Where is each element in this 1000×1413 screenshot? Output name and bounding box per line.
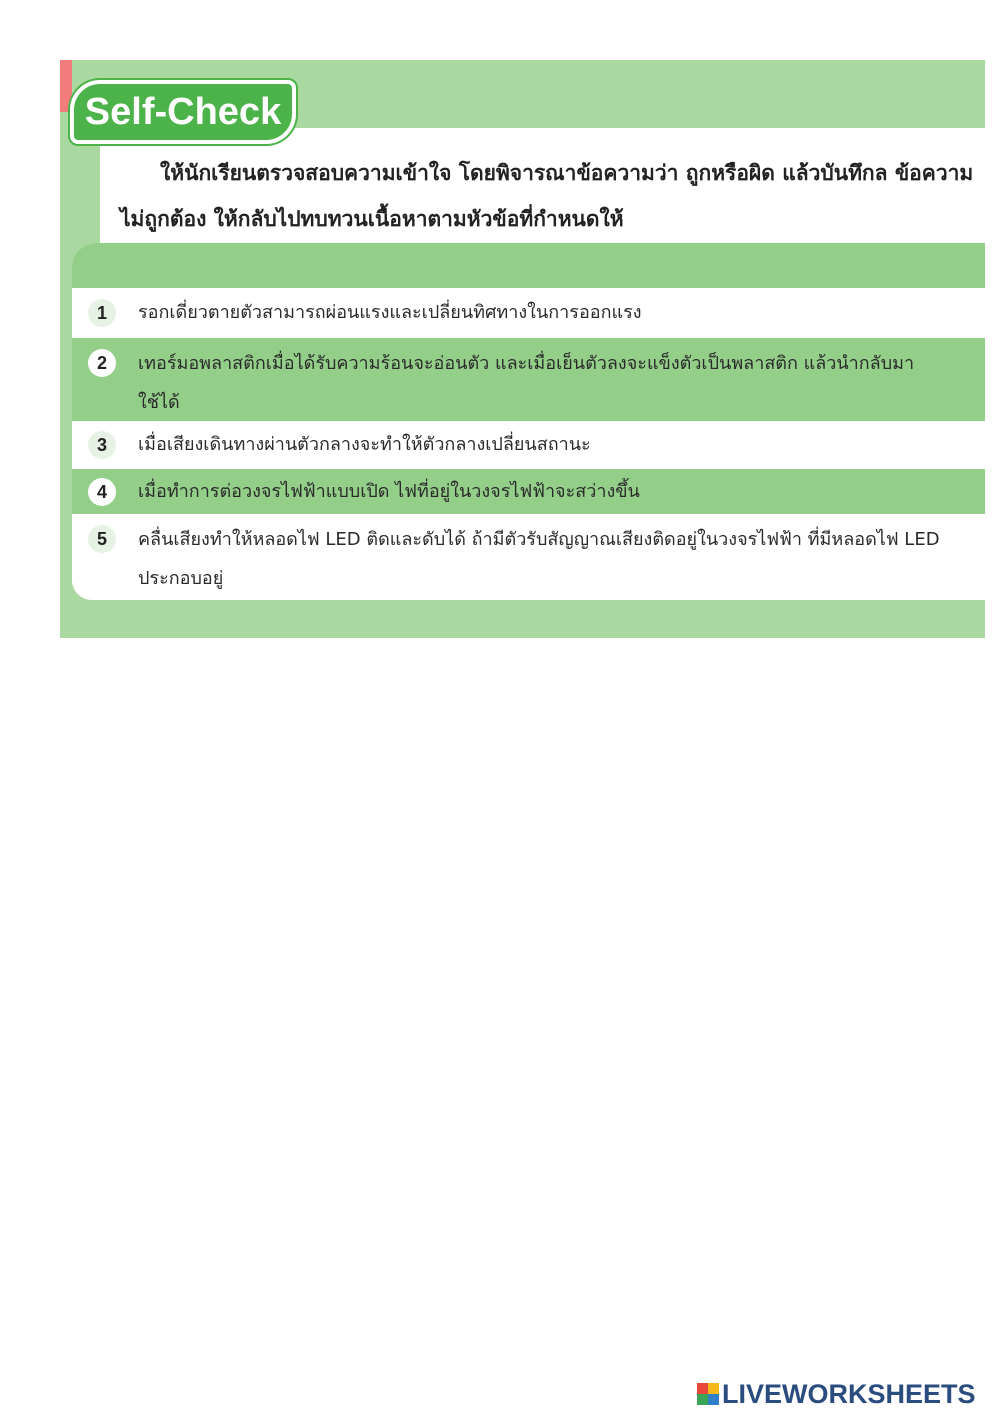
item-number-badge: 3 [88, 431, 116, 459]
statement-row [72, 288, 985, 338]
self-check-badge: Self-Check [70, 80, 296, 144]
statement-row [72, 421, 985, 469]
statement-row [72, 514, 985, 600]
item-number-badge: 2 [88, 349, 116, 377]
header-strip [296, 114, 985, 128]
item-number-badge: 5 [88, 525, 116, 553]
item-number-badge: 1 [88, 299, 116, 327]
liveworksheets-logo [697, 1378, 976, 1410]
statement-text: เทอร์มอพลาสติกเมื่อได้รับความร้อนจะอ่อนตัว และเมื่อเย็นตัวลงจะแข็งตัวเป็นพลาสติก แล้วนำกลับมาใช้ได้ [138, 353, 915, 413]
statement-row [72, 338, 985, 421]
statement-table [72, 243, 985, 600]
statement-text: รอกเดี่ยวตายตัวสามารถผ่อนแรงและเปลี่ยนทิศทางในการออกแรง [138, 302, 642, 323]
statement-text: คลื่นเสียงทำให้หลอดไฟ LED ติดและดับได้ ถ้ามีตัวรับสัญญาณเสียงติดอยู่ในวงจรไฟฟ้า ที่มีหลอดไฟ LED ประกอบอยู่ [138, 529, 940, 589]
item-number-badge: 4 [88, 478, 116, 506]
table-header [72, 243, 985, 288]
logo-text: LIVEWORKSHEETS [722, 1378, 976, 1409]
liveworksheets-icon [697, 1383, 719, 1405]
statement-text: เมื่อเสียงเดินทางผ่านตัวกลางจะทำให้ตัวกลางเปลี่ยนสถานะ [138, 434, 591, 455]
instructions-text: ให้นักเรียนตรวจสอบความเข้าใจ โดยพิจารณาข้อความว่า ถูกหรือผิด แล้วบันทึกล ข้อความไม่ถูกต้อง ให้กลับไปทบทวนเนื้อหาตามหัวข้อที่กำหนดให้ [120, 161, 974, 231]
statement-text: เมื่อทำการต่อวงจรไฟฟ้าแบบเปิด ไฟที่อยู่ในวงจรไฟฟ้าจะสว่างขึ้น [138, 481, 640, 502]
statement-row [72, 469, 985, 514]
